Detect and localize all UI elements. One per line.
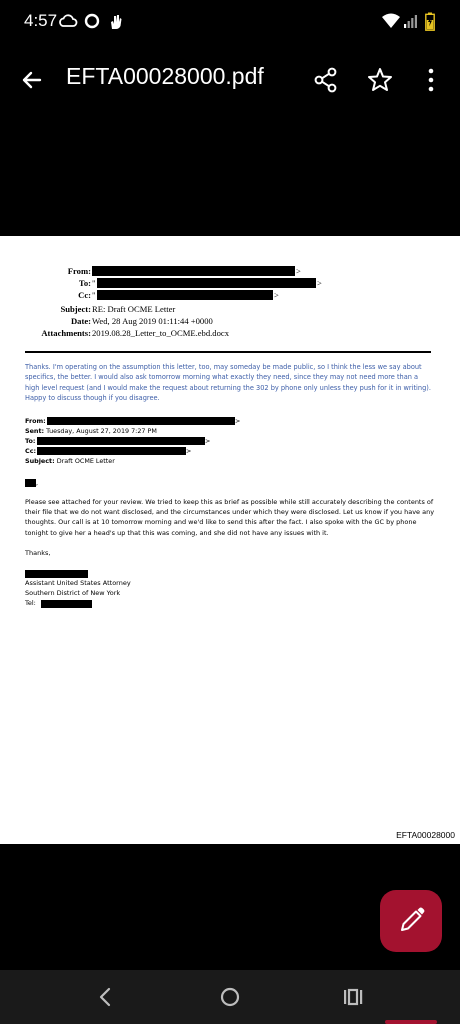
orig-cc-label: Cc:	[25, 447, 37, 455]
signature-tel-label: Tel:	[25, 599, 36, 607]
header-date-value: Wed, 28 Aug 2019 01:11:44 +0000	[92, 316, 213, 326]
redaction-block	[47, 417, 235, 425]
redaction-block	[37, 437, 205, 445]
orig-subject-label: Subject:	[25, 457, 55, 465]
header-from-row	[0, 265, 91, 277]
pencil-icon	[380, 890, 442, 952]
system-nav-bar	[0, 970, 460, 1024]
redaction-block	[37, 447, 186, 455]
header-date-label: Date:	[70, 316, 91, 326]
redaction-block	[41, 600, 92, 608]
orig-from-suffix: >	[235, 417, 241, 425]
reply-text: Thanks. I'm operating on the assumption this letter, too, may someday be made public, so I think the less we say about specifics, the better. I would also ask tomorrow morning what exactly they need, since they may not need more than a high level request (and I would make the request about returning the 302 by phone only unless they push for it in writing). Happy to discuss though if you disagree.	[25, 363, 431, 402]
header-subject-value: RE: Draft OCME Letter	[92, 304, 176, 314]
orig-sent-label: Sent:	[25, 427, 45, 435]
redaction-block	[97, 278, 316, 288]
orig-cc-row	[25, 446, 36, 456]
greeting-suffix: ,	[36, 479, 39, 487]
battery-charging-icon	[425, 12, 435, 31]
cloud-icon	[58, 13, 78, 29]
nav-recents-icon[interactable]	[340, 984, 366, 1010]
nav-back-icon[interactable]	[93, 984, 119, 1010]
header-attachments-label: Attachments:	[41, 328, 91, 338]
redaction-block	[25, 479, 39, 487]
signal-icon	[403, 13, 419, 29]
back-arrow-icon[interactable]	[14, 62, 50, 98]
active-indicator	[385, 1020, 437, 1024]
page-footer-id: EFTA00028000	[396, 830, 455, 840]
circle-status-icon	[84, 13, 100, 29]
header-attachments-value: 2019.08.28_Letter_to_OCME.ebd.docx	[92, 328, 230, 338]
header-subject-row	[0, 303, 91, 315]
orig-from-label: From:	[25, 417, 46, 425]
header-date-row	[0, 315, 91, 327]
share-icon[interactable]	[312, 66, 340, 94]
orig-to-suffix: >	[205, 437, 211, 445]
header-attachments-row	[0, 327, 91, 339]
more-options-icon[interactable]	[420, 66, 442, 94]
app-bar	[0, 44, 460, 116]
header-to-suffix: >	[317, 278, 322, 288]
signature-title: Assistant United States Attorney	[25, 579, 131, 587]
header-cc-suffix: >	[274, 290, 279, 300]
header-from-label: From:	[67, 266, 91, 276]
header-to-prefix: "	[92, 278, 96, 288]
email-body: Please see attached for your review. We tried to keep this as brief as possible while still accurately describing the contents of their file that we do not want disclosed, and the circumstances under which they were disclosed. Let us know if you have any thoughts. Our call is at 10 tomorrow morning and we'd like to send this after the fact. I also spoke with the GC by phone tonight to give her a head's up that this was coming, and she did not have any issues with it.	[25, 498, 435, 537]
signature-office: Southern District of New York	[25, 589, 121, 597]
status-bar	[0, 0, 460, 44]
header-cc-label: Cc:	[78, 290, 91, 300]
orig-subject-row	[25, 456, 115, 466]
wifi-icon	[381, 13, 401, 29]
pdf-page[interactable]	[0, 236, 460, 844]
orig-to-row	[25, 436, 35, 446]
hand-gesture-icon	[108, 13, 122, 30]
status-time: 4:57	[24, 11, 58, 30]
redaction-block	[92, 266, 295, 276]
orig-cc-suffix: >	[186, 447, 192, 455]
star-icon[interactable]	[366, 66, 394, 94]
orig-subject-value: Draft OCME Letter	[56, 457, 115, 465]
header-cc-row	[0, 289, 91, 301]
header-to-row	[0, 277, 91, 289]
redaction-block	[25, 570, 88, 578]
edit-button[interactable]	[380, 890, 442, 952]
header-divider	[25, 351, 431, 353]
closing: Thanks,	[25, 549, 51, 557]
nav-home-icon[interactable]	[217, 984, 243, 1010]
orig-sent-value: Tuesday, August 27, 2019 7:27 PM	[46, 427, 157, 435]
document-title: EFTA00028000.pdf	[66, 63, 264, 89]
header-subject-label: Subject:	[60, 304, 91, 314]
header-from-suffix: >	[296, 266, 301, 276]
header-cc-prefix: "	[92, 290, 96, 300]
orig-to-label: To:	[25, 437, 36, 445]
redaction-block	[97, 290, 273, 300]
header-to-label: To:	[78, 278, 91, 288]
orig-from-row	[25, 416, 46, 426]
orig-sent-row	[25, 426, 157, 436]
